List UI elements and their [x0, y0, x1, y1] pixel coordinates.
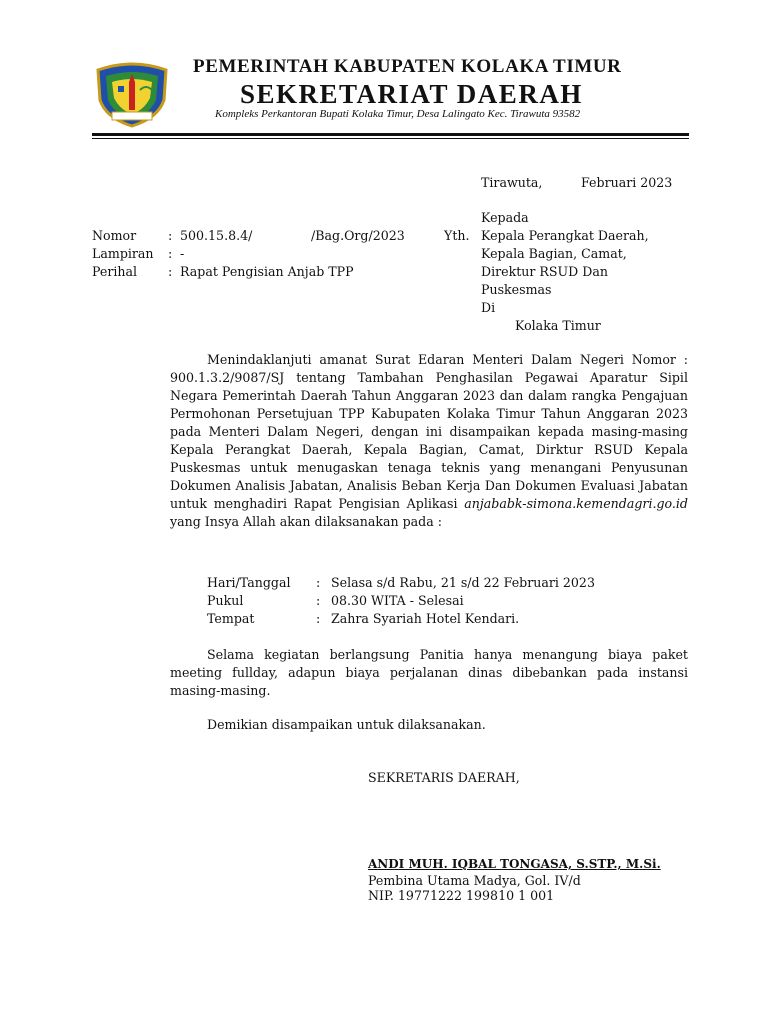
aplikasi-link[interactable]: anjababk-simona.kemendagri.go.id	[464, 496, 688, 511]
schedule-value: Selasa s/d Rabu, 21 s/d 22 Februari 2023	[331, 575, 595, 590]
schedule-separator: :	[316, 611, 321, 626]
schedule-label: Tempat	[207, 611, 255, 626]
lampiran-label: Lampiran	[92, 246, 154, 261]
schedule-value: Zahra Syariah Hotel Kendari.	[331, 611, 520, 626]
perihal-value: Rapat Pengisian Anjab TPP	[180, 264, 354, 279]
lampiran-value: -	[180, 246, 185, 261]
kepada-label: Kepada	[481, 210, 529, 225]
lampiran-separator: :	[168, 246, 173, 261]
letterhead-rule-thick	[92, 133, 689, 136]
yth-label: Yth.	[444, 228, 470, 243]
paragraph-1-text: Menindaklanjuti amanat Surat Edaran Menteri Dalam Negeri Nomor : 900.1.3.2/9087/SJ tentang Tambahan Penghasilan Pegawai Aparatur Sipil Negara Pemerintah Daerah Tahun Anggaran 2023 dan dalam rangka Pengajuan Permohonan Persetujuan TPP Kabupaten Kolaka Timur Tahun Anggaran 2023 pada Menteri Dalam Negeri, dengan ini disampaikan kepada masing-masing Kepala Perangkat Daerah, Kepala Bagian, Camat, Dirktur RSUD Kepala Puskesmas untuk menugaskan tenaga teknis yang menangani Penyusunan Dokumen Analisis Jabatan, Analisis Beban Kerja Dan Dokumen Evaluasi Jabatan untuk menghadiri Rapat Pengisian Aplikasi	[170, 352, 688, 511]
office-address: Kompleks Perkantoran Bupati Kolaka Timur, Desa Lalingato Kec. Tirawuta 93582	[215, 108, 581, 120]
schedule-separator: :	[316, 593, 321, 608]
signatory-rank: Pembina Utama Madya, Gol. IV/d	[368, 873, 581, 888]
perihal-label: Perihal	[92, 264, 138, 279]
body-paragraph-1	[170, 351, 688, 531]
recipient-line: Kepala Perangkat Daerah,	[481, 228, 649, 243]
paragraph-2-text: Selama kegiatan berlangsung Panitia hanya menangung biaya paket meeting fullday, adapun biaya perjalanan dinas dibebankan pada instansi masing-masing.	[170, 647, 688, 698]
letter-date: Februari 2023	[581, 175, 673, 190]
paragraph-1-text-end: yang Insya Allah akan dilaksanakan pada :	[170, 514, 442, 529]
nomor-suffix: /Bag.Org/2023	[311, 228, 405, 243]
signatory-name: ANDI MUH. IQBAL TONGASA, S.STP., M.Si.	[368, 857, 661, 871]
office-name: SEKRETARIAT DAERAH	[240, 79, 583, 109]
perihal-separator: :	[168, 264, 173, 279]
di-label: Di	[481, 300, 496, 315]
kolaka-timur-emblem	[92, 60, 172, 128]
schedule-label: Hari/Tanggal	[207, 575, 291, 590]
nomor-value: 500.15.8.4/	[180, 228, 253, 243]
letterhead-rule-thin	[92, 138, 689, 139]
body-paragraph-2	[170, 646, 688, 700]
signatory-nip: NIP. 19771222 199810 1 001	[368, 888, 555, 903]
recipient-line: Direktur RSUD Dan	[481, 264, 608, 279]
recipient-line: Puskesmas	[481, 282, 552, 297]
schedule-value: 08.30 WITA - Selesai	[331, 593, 464, 608]
nomor-label: Nomor	[92, 228, 137, 243]
recipient-line: Kepala Bagian, Camat,	[481, 246, 627, 261]
closing-sentence: Demikian disampaikan untuk dilaksanakan.	[207, 717, 486, 732]
letter-place: Tirawuta,	[481, 175, 543, 190]
government-name: PEMERINTAH KABUPATEN KOLAKA TIMUR	[193, 56, 622, 77]
nomor-separator: :	[168, 228, 173, 243]
schedule-separator: :	[316, 575, 321, 590]
schedule-label: Pukul	[207, 593, 244, 608]
recipient-location: Kolaka Timur	[515, 318, 601, 333]
signature-title: SEKRETARIS DAERAH,	[368, 770, 520, 785]
